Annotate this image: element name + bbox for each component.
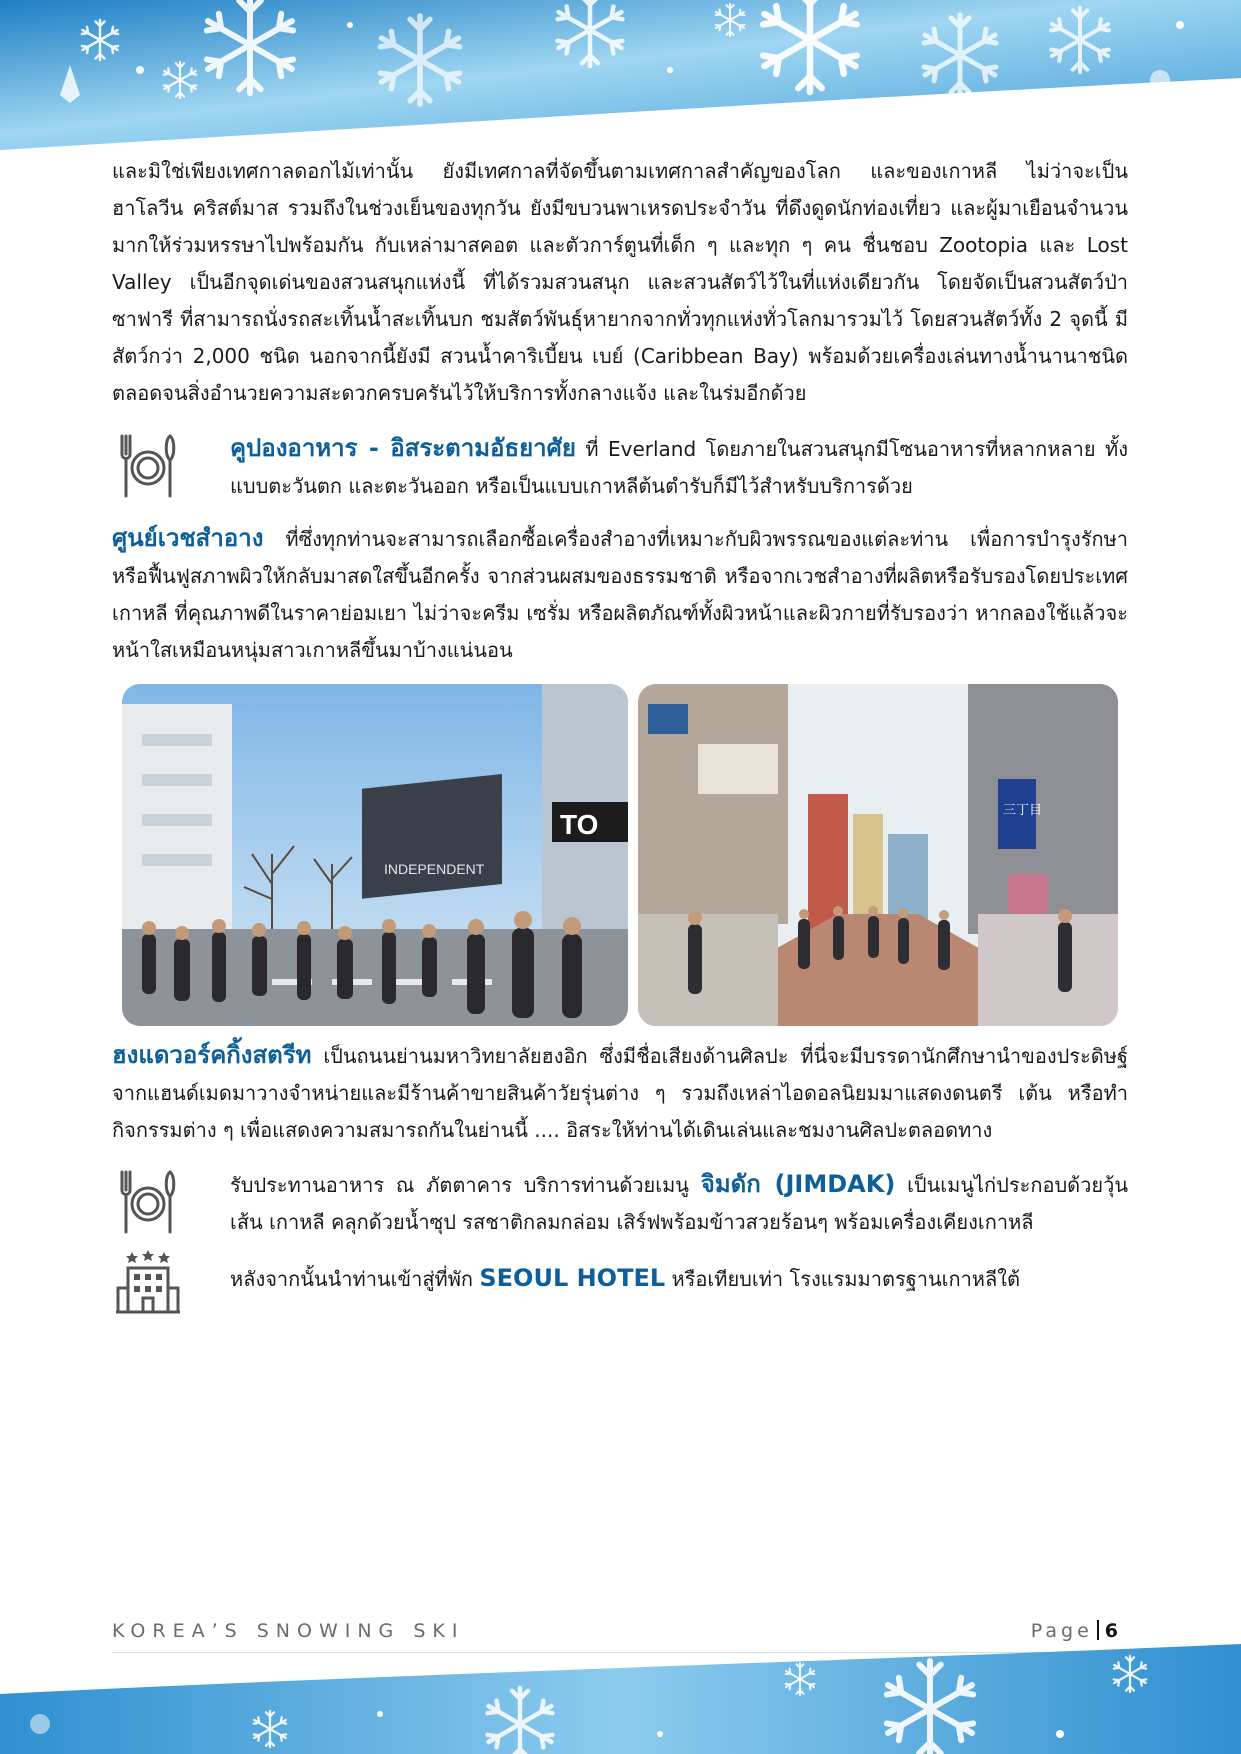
street-sign-text: 三丁目	[1003, 803, 1043, 818]
jimdak-meal-row	[112, 1166, 1128, 1246]
top-snow-banner	[0, 0, 1241, 150]
cosmetic-center-text: ที่ซึ่งทุกท่านจะสามารถเลือกซื้อเครื่องสำอางที่เหมาะกับผิวพรรณของแต่ละท่าน เพื่อการบำรุงรักษาหรือฟื้นฟูสภาพผิวให้กลับมาสดใสขึ้นอีกครั้ง จากส่วนผสมของธรรมชาติ หรือจากเวชสำอางที่ผลิตหรือรับรองโดยประเทศเกาหลี ที่คุณภาพดีในราคาย่อมเยา ไม่ว่าจะครีม เซรั่ม หรือผลิตภัณฑ์ทั้งผิวหน้าและผิวกายที่รับรองว่า หากลองใช้แล้วจะหน้าใสเหมือนหนุ่มสาวเกาหลีขึ้นมาบ้างแน่นอน	[112, 527, 1128, 662]
everland-intro-paragraph: และมิใช่เพียงเทศกาลดอกไม้เท่านั้น ยังมีเทศกาลที่จัดขึ้นตามเทศกาลสำคัญของโลก และของเกาหลี ไม่ว่าจะเป็นฮาโลวีน คริสต์มาส รวมถึงในช่วงเย็นของทุกวัน ยังมีขบวนพาเหรดประจำวัน ที่ดึงดูดนักท่องเที่ยว และผู้มาเยือนจำนวนมากให้ร่วมหรรษาไปพร้อมกัน กับเหล่ามาสคอต และตัวการ์ตูนที่เด็ก ๆ และทุก ๆ คน ชื่นชอบ Zootopia และ Lost Valley เป็นอีกจุดเด่นของสวนสนุกแห่งนี้ ที่ได้รวมสวนสนุก และสวนสัตว์ไว้ในที่แห่งเดียวกัน โดยจัดเป็นสวนสัตว์ป่าซาฟารี ที่สามารถนั่งรถสะเทิ้นน้ำสะเทิ้นบก ชมสัตว์พันธุ์หายากจากทั่วทุกแห่งทั่วโลกมารวมไว้ โดยสวนสัตว์ทั้ง 2 จุดนี้ มีสัตว์กว่า 2,000 ชนิด นอกจากนี้ยังมี สวนน้ำคาริเบี้ยน เบย์ (Caribbean Bay) พร้อมด้วยเครื่องเล่นทางน้ำนานาชนิด ตลอดจนสิ่งอำนวยความสะดวกครบครันไว้ให้บริการทั้งกลางแจ้ง และในร่มอีกด้วย	[112, 159, 1128, 405]
hotel-icon	[112, 1246, 184, 1318]
page-label: Page	[1030, 1620, 1093, 1642]
hotel-name-highlight: SEOUL HOTEL	[479, 1264, 666, 1292]
street-photos	[122, 684, 1118, 1026]
meal-coupon-text: ที่ Everland โดยภายในสวนสนุกมีโซนอาหารที่หลากหลาย ทั้งแบบตะวันตก และตะวันออก หรือเป็นแบบเกาหลีต้นตำรับก็มีไว้สำหรับบริการด้วย	[230, 437, 1128, 498]
snowflake-footer-graphic	[0, 1644, 1241, 1754]
snowflake-banner-graphic	[0, 0, 1241, 150]
store-sign-text: TO	[560, 809, 599, 840]
cosmetic-section	[112, 520, 1128, 669]
jimdak-description-text: เป็นเมนูไก่ประกอบด้วยวุ้นเส้น เกาหลี คลุกด้วยน้ำซุป รสชาติกลมกล่อม เสิร์ฟพร้อมข้าวสวยร้อนๆ พร้อมเครื่องเคียงเกาหลี	[230, 1173, 1128, 1234]
meal-coupon-highlight: คูปองอาหาร - อิสระตามอัธยาศัย	[230, 434, 576, 462]
page-number-label	[1031, 1620, 1118, 1642]
page-number: 6	[1104, 1620, 1118, 1642]
myeongdong-crossing-photo	[122, 684, 628, 1026]
hongdae-section	[112, 1037, 1128, 1149]
cosmetic-center-highlight: ศูนย์เวชสำอาง	[112, 524, 264, 552]
footer-title: KOREA’S SNOWING SKI	[112, 1620, 465, 1642]
billboard-text: INDEPENDENT	[384, 861, 485, 877]
hotel-row	[112, 1246, 1128, 1318]
hongdae-street-photo	[638, 684, 1118, 1026]
intro-section	[112, 153, 1128, 412]
meal-coupon-row	[112, 430, 1128, 510]
jimdak-intro-text: รับประทานอาหาร ณ ภัตตาคาร บริการท่านด้วยเมนู	[230, 1173, 701, 1197]
jimdak-highlight: จิมดัก (JIMDAK)	[700, 1170, 896, 1198]
dining-icon	[112, 430, 184, 502]
dining-icon	[112, 1166, 184, 1238]
bottom-snow-banner	[0, 1644, 1241, 1754]
hotel-description-text: หรือเทียบเท่า โรงแรมมาตรฐานเกาหลีใต้	[665, 1267, 1020, 1291]
hotel-intro-text: หลังจากนั้นนำท่านเข้าสู่ที่พัก	[230, 1267, 480, 1291]
hongdae-text: เป็นถนนย่านมหาวิทยาลัยฮงอิก ซึ่งมีชื่อเสียงด้านศิลปะ ที่นี่จะมีบรรดานักศึกษานำของประดิษฐ์จากแฮนด์เมดมาวางจำหน่ายและมีร้านค้าขายสินค้าวัยรุ่นต่าง ๆ รวมถึงเหล่าไอดอลนิยมมาแสดงดนตรี เต้น หรือทำกิจกรรมต่าง ๆ เพื่อแสดงความสมารถกันในย่านนี้ .... อิสระให้ท่านได้เดินเล่นและชมงานศิลปะตลอดทาง	[112, 1044, 1128, 1142]
hongdae-highlight: ฮงแดวอร์คกิ้งสตรีท	[112, 1041, 312, 1069]
